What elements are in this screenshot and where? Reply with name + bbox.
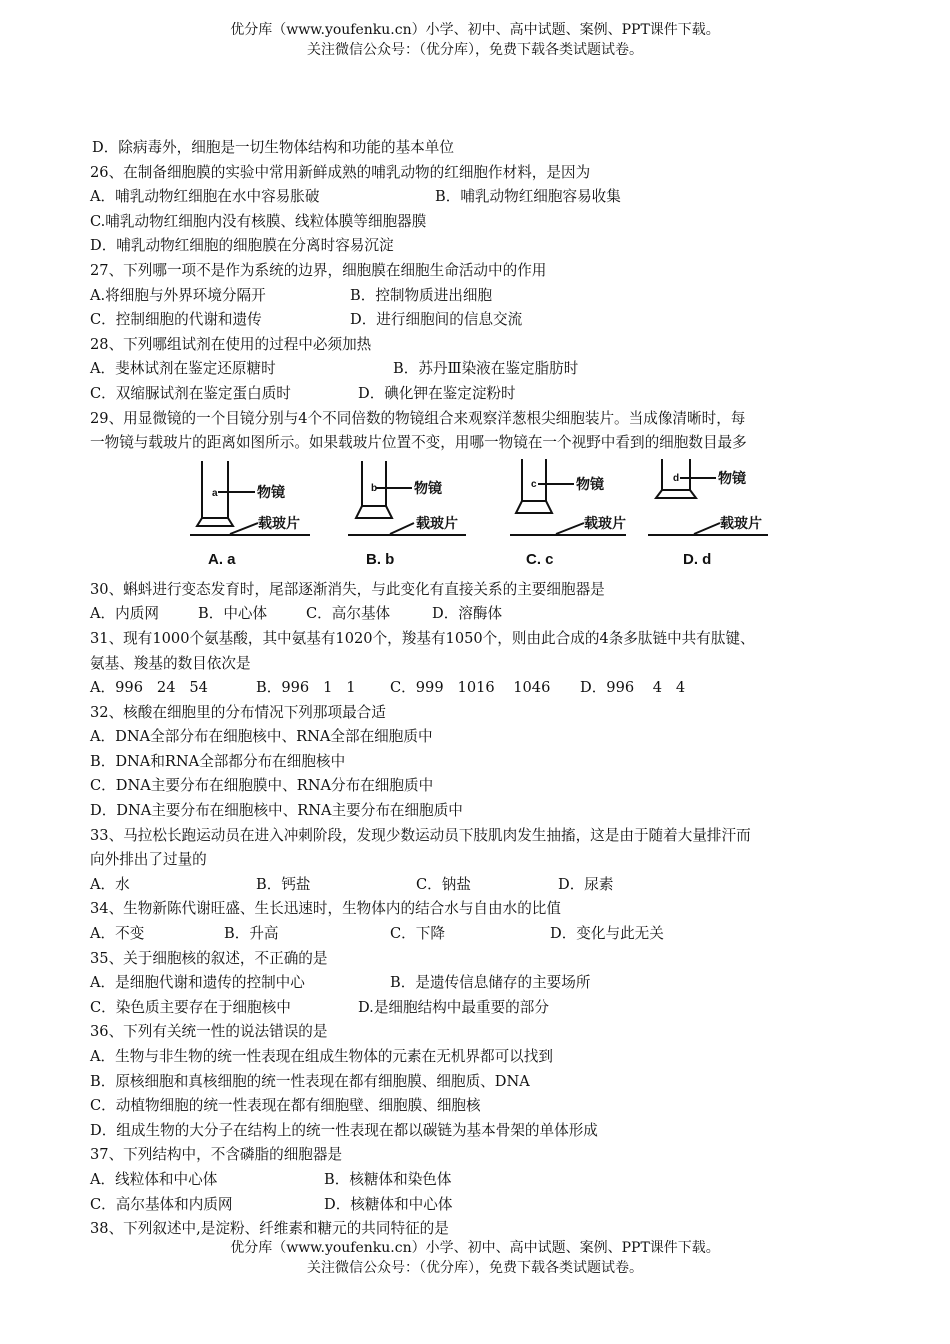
q30-option-d: D．溶酶体: [432, 605, 503, 623]
q37-option-a: A．线粒体和中心体: [90, 1170, 218, 1188]
q25-option-d: D．除病毒外，细胞是一切生物体结构和功能的基本单位: [92, 139, 454, 156]
q36-option-d: D．组成生物的大分子在结构上的统一性表现在都以碳链为基本骨架的单体形成: [90, 1121, 598, 1139]
q33-stem-line-2: 向外排出了过量的: [90, 851, 207, 869]
q26-option-b: B．哺乳动物红细胞容易收集: [435, 188, 621, 206]
q31-stem-line-1: 31、现有1000个氨基酸，其中氨基有1020个，羧基有1050个，则由此合成的4条多肽链中共有肽键、: [90, 629, 755, 647]
q26-stem: 26、在制备细胞膜的实验中常用新鲜成熟的哺乳动物的红细胞作材料，是因为: [90, 163, 591, 181]
q33-option-d: D．尿素: [558, 875, 614, 893]
microscope-objective-figure: [90, 456, 865, 578]
q27-option-b: B．控制物质进出细胞: [350, 286, 493, 304]
lens-letter-b: b: [371, 482, 378, 494]
header-line-1: 优分库（www.youfenku.cn）小学、初中、高中试题、案例、PPT课件下载。: [230, 22, 720, 38]
q33-option-b: B．钙盐: [256, 875, 311, 893]
q28-option-b: B．苏丹Ⅲ染液在鉴定脂肪时: [393, 360, 579, 378]
q30-stem: 30、蝌蚪进行变态发育时，尾部逐渐消失，与此变化有直接关系的主要细胞器是: [90, 580, 605, 598]
q30-option-c: C．高尔基体: [306, 605, 391, 623]
q27-option-d: D．进行细胞间的信息交流: [350, 311, 523, 329]
q32-option-b: B．DNA和RNA全部都分布在细胞核中: [90, 752, 346, 770]
q32-option-a: A．DNA全部分布在细胞核中、RNA全部在细胞质中: [90, 728, 433, 746]
q34-option-c: C．下降: [390, 925, 445, 943]
q29-stem-line-2: 一物镜与载玻片的距离如图所示。如果载玻片位置不变，用哪一物镜在一个视野中看到的细胞数目最多: [90, 434, 747, 452]
q28-options-ab: [90, 357, 865, 382]
q36-option-a: A．生物与非生物的统一性表现在组成生物体的元素在无机界都可以找到: [90, 1048, 553, 1065]
figure-option-a: A. a: [208, 550, 236, 568]
q31-options: [90, 676, 865, 701]
q31-option-a: A．996 24 54: [90, 679, 208, 697]
slide-label-b: 载玻片: [416, 515, 458, 532]
question-content: [90, 136, 865, 1242]
lens-letter-d: d: [673, 472, 680, 484]
q27-stem: 27、下列哪一项不是作为系统的边界，细胞膜在细胞生命活动中的作用: [90, 261, 547, 279]
q35-stem: 35、关于细胞核的叙述，不正确的是: [90, 949, 328, 967]
q35-option-a: A．是细胞代谢和遗传的控制中心: [90, 974, 305, 992]
q35-option-b: B．是遗传信息储存的主要场所: [390, 974, 591, 992]
q35-option-c: C．染色质主要存在于细胞核中: [90, 998, 291, 1016]
q27-option-c: C．控制细胞的代谢和遗传: [90, 311, 262, 329]
figure-option-b: B. b: [366, 550, 395, 568]
q30-options: [90, 602, 865, 627]
q37-stem: 37、下列结构中，不含磷脂的细胞器是: [90, 1146, 343, 1164]
objective-label-a: 物镜: [257, 484, 285, 501]
q37-option-b: B．核糖体和染色体: [324, 1170, 452, 1188]
q26-option-a: A．哺乳动物红细胞在水中容易胀破: [90, 188, 320, 206]
slide-label-d: 载玻片: [720, 515, 762, 532]
q35-options-cd: [90, 996, 865, 1021]
objective-label-b: 物镜: [414, 480, 442, 497]
q32-option-c: C．DNA主要分布在细胞膜中、RNA分布在细胞质中: [90, 777, 434, 795]
q29-stem-line-1: 29、用显微镜的一个目镜分别与4个不同倍数的物镜组合来观察洋葱根尖细胞装片。当成像清晰时，每: [90, 409, 746, 427]
slide-label-c: 载玻片: [584, 515, 626, 532]
q28-option-a: A．斐林试剂在鉴定还原糖时: [90, 360, 276, 378]
q35-options-ab: [90, 971, 865, 996]
q36-option-c: C．动植物细胞的统一性表现在都有细胞壁、细胞膜、细胞核: [90, 1097, 481, 1115]
q32-option-d: D．DNA主要分布在细胞核中、RNA主要分布在细胞质中: [90, 802, 463, 820]
q28-option-d: D．碘化钾在鉴定淀粉时: [358, 384, 516, 402]
figure-option-c: C. c: [526, 550, 554, 568]
q27-options-cd: [90, 308, 865, 333]
q37-option-d: D．核糖体和中心体: [324, 1195, 453, 1213]
q38-stem: 38、下列叙述中,是淀粉、纤维素和糖元的共同特征的是: [90, 1220, 449, 1238]
q37-option-c: C．高尔基体和内质网: [90, 1195, 233, 1213]
q34-stem: 34、生物新陈代谢旺盛、生长迅速时，生物体内的结合水与自由水的比值: [90, 900, 561, 918]
q36-stem: 36、下列有关统一性的说法错误的是: [90, 1023, 328, 1041]
lens-letter-a: a: [212, 487, 218, 499]
lens-letter-c: c: [531, 478, 537, 490]
q26-options-ab: [90, 185, 865, 210]
q28-option-c: C．双缩脲试剂在鉴定蛋白质时: [90, 384, 291, 402]
footer-line-1: 优分库（www.youfenku.cn）小学、初中、高中试题、案例、PPT课件下载。: [230, 1240, 720, 1256]
objective-label-c: 物镜: [576, 476, 604, 493]
q30-option-a: A．内质网: [90, 605, 159, 623]
q33-option-c: C．钠盐: [416, 875, 471, 893]
q32-stem: 32、核酸在细胞里的分布情况下列那项最合适: [90, 703, 386, 721]
q31-option-d: D．996 4 4: [580, 679, 686, 697]
header-line-2: 关注微信公众号：（优分库），免费下载各类试题试卷。: [307, 42, 643, 58]
q26-option-c: C.哺乳动物红细胞内没有核膜、线粒体膜等细胞器膜: [90, 212, 427, 230]
q34-option-d: D．变化与此无关: [550, 925, 664, 943]
q27-options-ab: [90, 284, 865, 309]
q36-option-b: B．原核细胞和真核细胞的统一性表现在都有细胞膜、细胞质、DNA: [90, 1072, 530, 1090]
q37-options-cd: [90, 1193, 865, 1218]
q34-option-b: B．升高: [224, 925, 279, 943]
page-footer: [0, 1238, 950, 1278]
q28-options-cd: [90, 382, 865, 407]
q26-option-d: D．哺乳动物红细胞的细胞膜在分离时容易沉淀: [90, 237, 394, 255]
q31-option-b: B．996 1 1: [256, 679, 356, 697]
objective-diagram: [90, 456, 865, 578]
page-header: [0, 20, 950, 60]
q31-option-c: C．999 1016 1046: [390, 679, 551, 697]
q31-stem-line-2: 氨基、羧基的数目依次是: [90, 654, 251, 672]
q34-options: [90, 922, 865, 947]
q27-option-a: A.将细胞与外界环境分隔开: [90, 286, 266, 304]
slide-label-a: 载玻片: [258, 515, 300, 532]
q30-option-b: B．中心体: [198, 605, 268, 623]
q33-options: [90, 873, 865, 898]
q33-stem-line-1: 33、马拉松长跑运动员在进入冲刺阶段，发现少数运动员下肢肌肉发生抽搐，这是由于随着大量排汗而: [90, 826, 751, 844]
q33-option-a: A．水: [90, 875, 130, 893]
objective-label-d: 物镜: [718, 470, 746, 487]
q37-options-ab: [90, 1168, 865, 1193]
footer-line-2: 关注微信公众号：（优分库），免费下载各类试题试卷。: [307, 1260, 643, 1276]
q34-option-a: A．不变: [90, 925, 145, 943]
q28-stem: 28、下列哪组试剂在使用的过程中必须加热: [90, 335, 372, 353]
q35-option-d: D.是细胞结构中最重要的部分: [358, 998, 549, 1016]
figure-option-d: D. d: [683, 550, 712, 568]
